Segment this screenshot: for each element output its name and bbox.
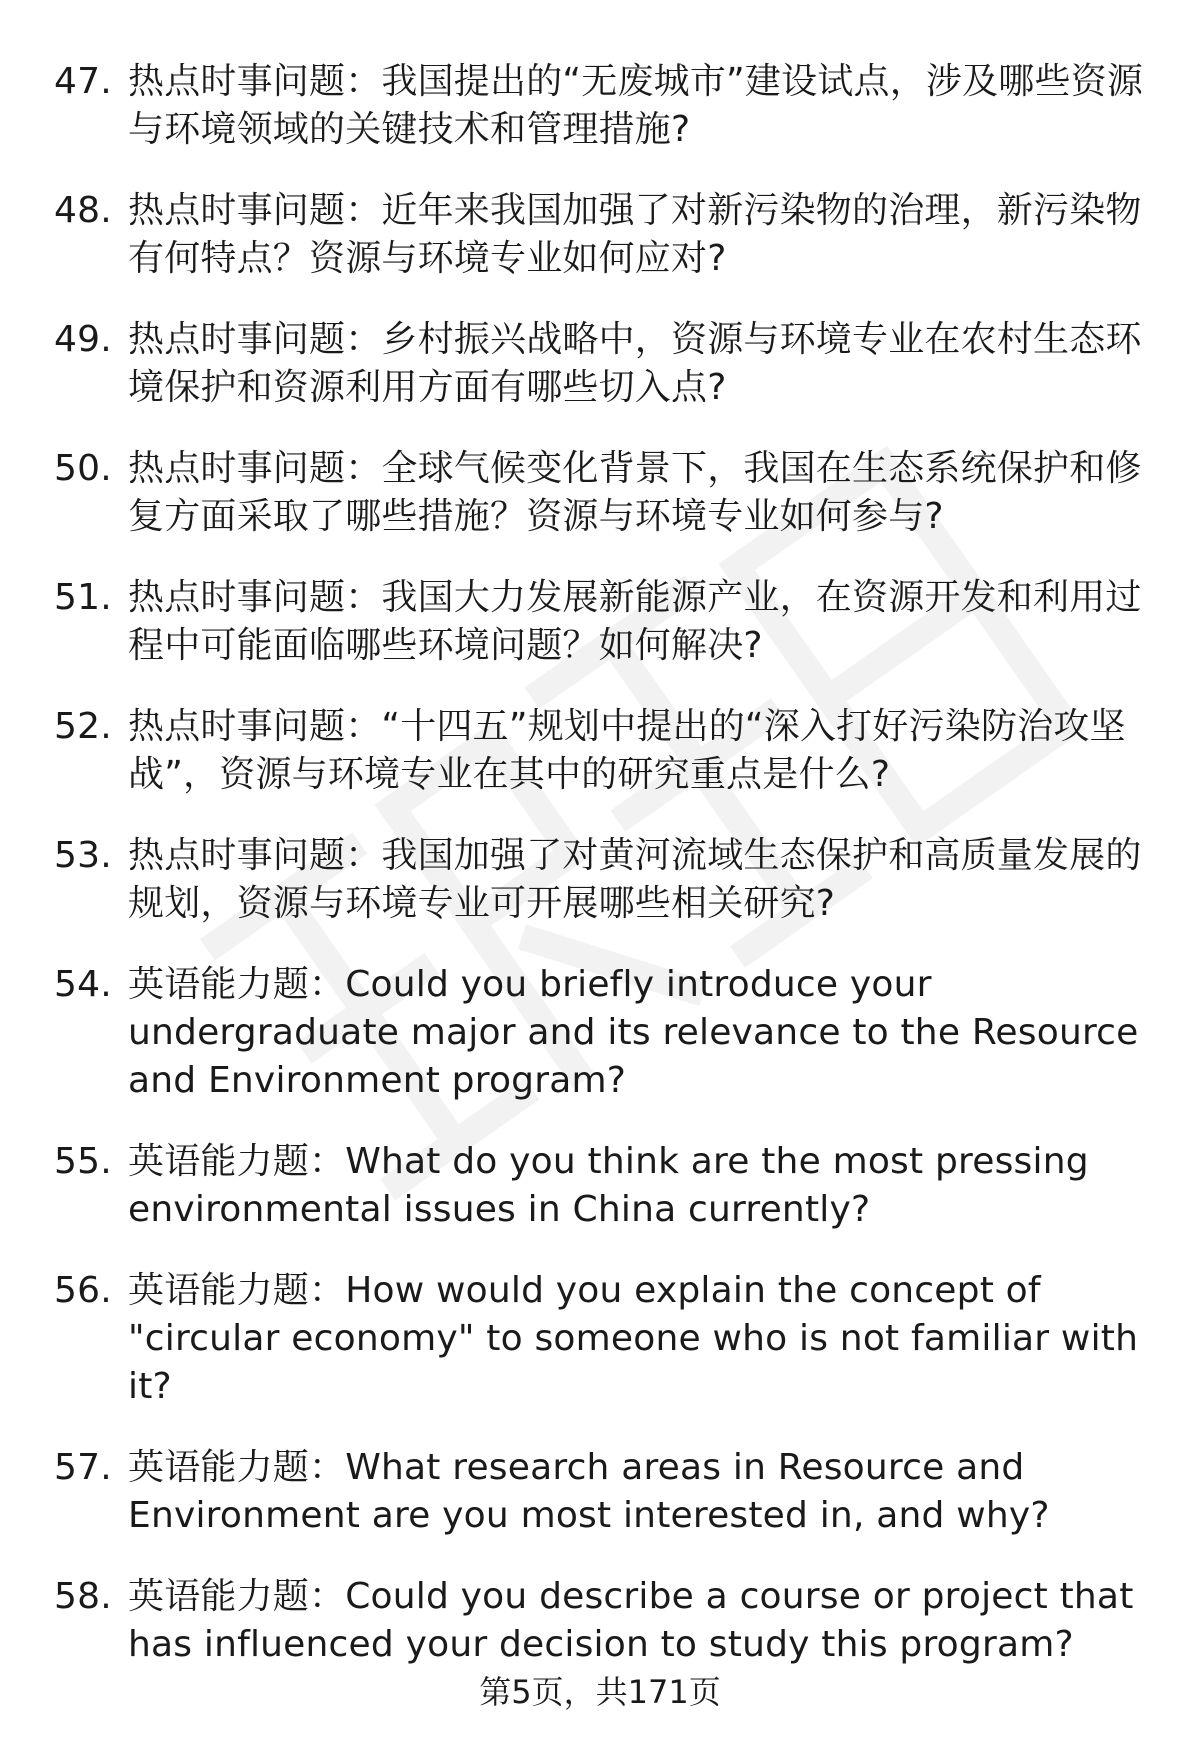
question-text: 热点时事问题：我国提出的“无废城市”建设试点，涉及哪些资源与环境领域的关键技术和管理措施? <box>128 61 1144 150</box>
question-item-58 <box>0 1573 1200 1669</box>
question-number: 50. <box>54 448 112 489</box>
question-number: 48. <box>54 190 112 231</box>
question-item-51 <box>0 574 1200 670</box>
question-text: 英语能力题：What do you think are the most pressing environmental issues in China currently? <box>128 1141 1089 1230</box>
question-text: 热点时事问题：“十四五”规划中提出的“深入打好污染防治攻坚战”，资源与环境专业在其中的研究重点是什么? <box>128 706 1126 795</box>
question-text: 热点时事问题：近年来我国加强了对新污染物的治理，新污染物有何特点？资源与环境专业如何应对? <box>128 190 1142 279</box>
question-text: 英语能力题：Could you describe a course or project that has influenced your decision to study this program? <box>128 1576 1134 1665</box>
question-item-57 <box>0 1444 1200 1540</box>
question-number: 58. <box>54 1576 112 1617</box>
question-number: 57. <box>54 1447 112 1488</box>
question-number: 53. <box>54 835 112 876</box>
question-item-52 <box>0 703 1200 799</box>
question-item-53 <box>0 832 1200 928</box>
question-text: 热点时事问题：全球气候变化背景下，我国在生态系统保护和修复方面采取了哪些措施？资源与环境专业如何参与? <box>128 448 1142 537</box>
question-text: 热点时事问题：我国大力发展新能源产业，在资源开发和利用过程中可能面临哪些环境问题？如何解决? <box>128 577 1142 666</box>
question-number: 56. <box>54 1270 112 1311</box>
question-item-49 <box>0 316 1200 412</box>
question-text: 热点时事问题：我国加强了对黄河流域生态保护和高质量发展的规划，资源与环境专业可开展哪些相关研究? <box>128 835 1142 924</box>
question-item-50 <box>0 445 1200 541</box>
question-list <box>0 58 1200 1702</box>
page-footer <box>0 1672 1200 1712</box>
question-number: 52. <box>54 706 112 747</box>
question-item-48 <box>0 187 1200 283</box>
question-item-54 <box>0 961 1200 1105</box>
question-item-56 <box>0 1267 1200 1411</box>
question-item-55 <box>0 1138 1200 1234</box>
question-text: 英语能力题：What research areas in Resource and Environment are you most interested in, and why? <box>128 1447 1050 1536</box>
question-text: 英语能力题：Could you briefly introduce your undergraduate major and its relevance to the Resource and Environment program? <box>128 964 1139 1101</box>
page-number-label: 第5页，共171页 <box>479 1673 721 1711</box>
question-item-47 <box>0 58 1200 154</box>
question-text: 英语能力题：How would you explain the concept of "circular economy" to someone who is not familiar with it? <box>128 1270 1139 1407</box>
question-number: 55. <box>54 1141 112 1182</box>
question-number: 54. <box>54 964 112 1005</box>
question-number: 47. <box>54 61 112 102</box>
question-number: 49. <box>54 319 112 360</box>
question-number: 51. <box>54 577 112 618</box>
question-text: 热点时事问题：乡村振兴战略中，资源与环境专业在农村生态环境保护和资源利用方面有哪些切入点? <box>128 319 1142 408</box>
